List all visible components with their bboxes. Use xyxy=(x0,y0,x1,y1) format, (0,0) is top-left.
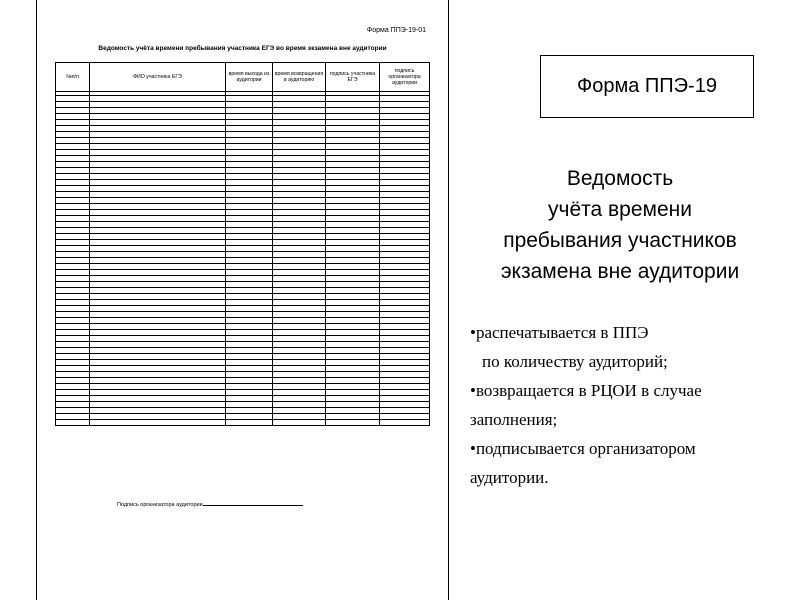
table-row xyxy=(56,420,430,426)
table-body xyxy=(56,92,430,426)
heading-line: Ведомость xyxy=(566,167,674,190)
slide-heading xyxy=(455,163,785,287)
bullet-line: •возвращается в РЦОИ в случае xyxy=(470,381,702,400)
column-header-return-time: время возвращения в аудиторию xyxy=(273,63,326,92)
bullet-line: аудитории. xyxy=(470,468,549,487)
form-document-page xyxy=(36,0,449,600)
form-label: Форма ППЭ-19 xyxy=(577,75,717,97)
column-header-exit-time: время выхода из аудитории xyxy=(226,63,273,92)
column-header-organizer-signature: подпись организатора аудитории xyxy=(380,63,430,92)
bullet-list xyxy=(470,318,795,492)
table-header-row xyxy=(56,63,430,92)
document-title: Ведомость учёта времени пребывания участника ЕГЭ во время экзамена вне аудитории xyxy=(98,45,387,52)
bullet-line: •подписывается организатором xyxy=(470,439,696,458)
column-header-name: ФИО участника ЕГЭ xyxy=(90,63,226,92)
table-cell xyxy=(380,420,430,426)
bullet-line: заполнения; xyxy=(470,410,558,429)
table-cell xyxy=(56,420,90,426)
bullet-line: по количеству аудиторий; xyxy=(482,352,668,371)
heading-line: учёта времени xyxy=(548,198,692,221)
table-cell xyxy=(90,420,226,426)
form-code: Форма ППЭ-19-01 xyxy=(366,27,426,34)
heading-line: пребывания участников xyxy=(503,229,737,252)
signature-label: Подпись организатора аудитории xyxy=(117,502,203,508)
table-cell xyxy=(273,420,326,426)
bullet-line: •распечатывается в ППЭ xyxy=(470,323,649,342)
table-cell xyxy=(226,420,273,426)
signature-blank xyxy=(203,500,303,506)
column-header-participant-signature: подпись участника ЕГЭ xyxy=(326,63,380,92)
signature-line xyxy=(117,500,303,508)
register-table xyxy=(55,62,430,426)
column-header-number: №п/п xyxy=(56,63,90,92)
table-cell xyxy=(326,420,380,426)
heading-line: экзамена вне аудитории xyxy=(500,260,740,283)
form-label-box xyxy=(540,55,754,118)
